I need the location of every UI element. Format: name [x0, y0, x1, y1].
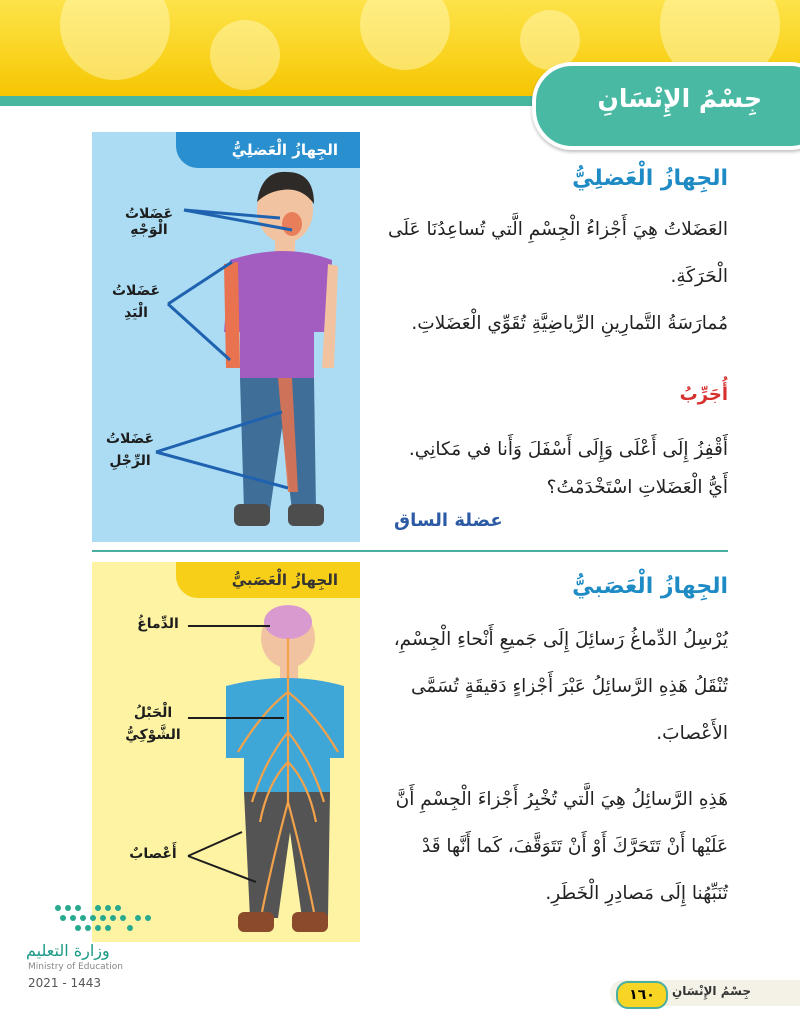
- edition-year: 2021 - 1443: [28, 976, 102, 990]
- handwritten-answer: عضلة الساق: [394, 510, 503, 531]
- activity-question: أَيُّ الْعَضَلاتِ اسْتَخْدَمْتُ؟: [546, 477, 728, 498]
- muscular-heading: الجِهازُ الْعَضلِيُّ: [572, 166, 728, 191]
- footer-title: جِسْمُ الإِنْسَانِ: [672, 984, 751, 998]
- muscular-paragraph-2: مُمارَسَةُ التَّمارِينِ الرِّياضِيَّةِ تُقَوِّي الْعَضَلاتِ.: [411, 313, 728, 334]
- nervous-paragraph-2: هَذِهِ الرَّسائِلُ هِيَ الَّتي تُخْبِرُ أَجْزاءَ الْجِسْمِ أَنَّ عَلَيْها أَنْ تَتَحَرَّكَ أَوْ أَنْ تَتَوَقَّفَ، كَما أَنَّها قَدْ تُنَبِّهُنا إِلَى مَصادِرِ الْخَطَرِ.: [395, 789, 728, 904]
- lesson-title-tab: [532, 62, 800, 150]
- face-muscles-label: عَضَلاتُ الْوَجْهِ: [124, 206, 174, 238]
- nervous-figure-panel: [92, 562, 360, 942]
- ministry-english-name: Ministry of Education: [28, 962, 123, 972]
- activity-text-1: أَقْفِزُ إِلَى أَعْلَى وَإِلَى أَسْفَلَ وَأَنا في مَكانِي.: [408, 439, 728, 460]
- spinal-cord-label: الْحَبْلُ الشَّوْكِيُّ: [125, 705, 181, 743]
- arm-muscles-label: عَضَلاتُ الْيَدِ: [111, 283, 161, 321]
- muscular-body-illustration: [92, 132, 360, 542]
- page-number: ١٦٠: [616, 981, 668, 1009]
- muscular-paragraph-1: العَضَلاتُ هِيَ أَجْزاءُ الْجِسْمِ الَّتي تُساعِدُنَا عَلَى الْحَرَكَةِ.: [387, 219, 728, 287]
- nervous-paragraph-1: يُرْسِلُ الدِّماغُ رَسائِلَ إِلَى جَميعِ أَنْحاءِ الْجِسْمِ، تُنْقَلُ هَذِهِ الرَّسائِلُ عَبْرَ أَجْزاءٍ دَقيقَةٍ تُسَمَّى الأَعْصابَ.: [393, 629, 728, 744]
- muscular-figure-panel: [92, 132, 360, 542]
- nervous-heading: الجِهازُ الْعَصَبيُّ: [572, 574, 728, 599]
- section-divider: [92, 550, 728, 552]
- muscular-figure-label: الجِهازُ الْعَضلِيُّ: [176, 132, 360, 168]
- try-heading: أُجَرِّبُ: [679, 384, 728, 405]
- brain-label: الدِّماغُ: [137, 616, 179, 632]
- leg-muscles-label: عَضَلاتُ الرِّجْلِ: [105, 431, 155, 469]
- ministry-logo-icon: [38, 900, 158, 940]
- ministry-arabic-name: وزارة التعليم: [26, 941, 110, 960]
- nervous-figure-label: الجِهازُ الْعَصَبيُّ: [176, 562, 360, 598]
- lesson-title: جِسْمُ الإِنْسَانِ: [597, 84, 762, 113]
- nerves-label: أَعْصابٌ: [129, 846, 177, 862]
